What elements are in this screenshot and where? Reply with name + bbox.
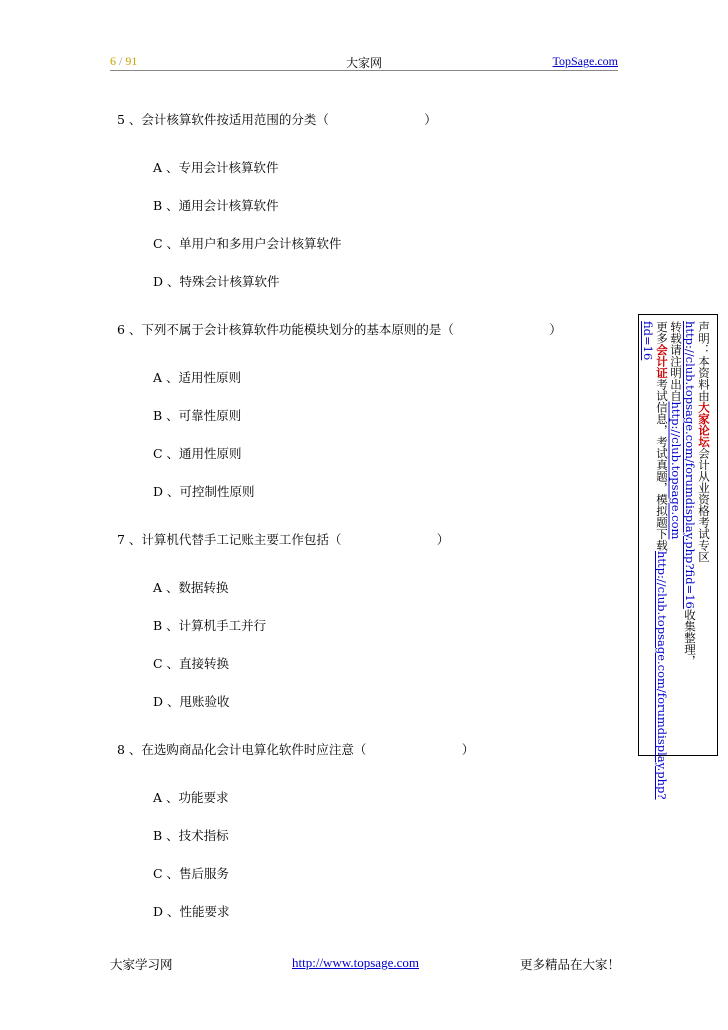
q7-option-c: C 、直接转换 <box>153 656 230 671</box>
notice-cert: 会计证 <box>655 344 669 379</box>
q6-option-a: A 、适用性原则 <box>153 370 242 385</box>
q8-option-c: C 、售后服务 <box>153 866 230 881</box>
q6-option-c: C 、通用性原则 <box>153 446 242 461</box>
question-5: 5 、会计核算软件按适用范围的分类（ ） <box>117 112 437 127</box>
q8-option-a: A 、功能要求 <box>153 790 229 805</box>
notice-download-link-cont[interactable]: fid=16 <box>641 321 655 361</box>
q7-option-b: B 、计算机手工并行 <box>153 618 267 633</box>
notice-download-link[interactable]: http://club.topsage.com/forumdisplay.php? <box>655 551 669 800</box>
notice-club-link[interactable]: http://club.topsage.com <box>669 401 683 540</box>
footer-site-name: 大家学习网 <box>110 957 173 972</box>
notice-line-4 <box>655 321 669 800</box>
notice-line-1 <box>697 321 711 563</box>
notice-forum-link[interactable]: http://club.topsage.com/forumdisplay.php?fid=16 <box>683 321 697 609</box>
q6-option-b: B 、可靠性原则 <box>153 408 242 423</box>
notice-line-2 <box>683 321 697 666</box>
notice-line-3-a: 转载请注明出自 <box>669 321 683 402</box>
notice-line-4-c: 考试信息，考试真题，模拟题下载 <box>655 378 669 551</box>
q8-option-d: D 、性能要求 <box>153 904 230 919</box>
footer-slogan: 更多精品在大家！ <box>520 957 621 972</box>
notice-line-4-a: 更多 <box>655 321 669 344</box>
q5-option-a: A 、专用会计核算软件 <box>153 160 279 175</box>
header-title: 大家网 <box>345 56 382 70</box>
header-link[interactable]: TopSage.com <box>552 54 618 68</box>
header-divider <box>110 70 618 71</box>
notice-brand: 大家论坛 <box>697 401 711 448</box>
page-total: 91 <box>125 54 138 68</box>
notice-line-1-a: 声明：本资料由 <box>697 321 711 402</box>
question-6: 6 、下列不属于会计核算软件功能模块划分的基本原则的是（ ） <box>117 322 562 337</box>
question-7: 7 、计算机代替手工记账主要工作包括（ ） <box>117 532 450 547</box>
page-separator: / <box>119 54 123 68</box>
notice-line-5 <box>641 321 655 360</box>
q8-option-b: B 、技术指标 <box>153 828 229 843</box>
q5-option-c: C 、单用户和多用户会计核算软件 <box>153 236 342 251</box>
footer-link[interactable]: http://www.topsage.com <box>292 955 419 970</box>
q5-option-b: B 、通用会计核算软件 <box>153 198 279 213</box>
notice-line-3 <box>669 321 683 539</box>
copyright-notice-box <box>638 314 718 800</box>
page-current: 6 <box>110 54 116 68</box>
notice-line-2-b: 收集整理， <box>683 608 697 667</box>
q6-option-d: D 、可控制性原则 <box>153 484 255 499</box>
q5-option-d: D 、特殊会计核算软件 <box>153 274 280 289</box>
q7-option-d: D 、甩账验收 <box>153 694 230 709</box>
question-8: 8 、在选购商品化会计电算化软件时应注意（ ） <box>117 742 475 757</box>
q7-option-a: A 、数据转换 <box>153 580 229 595</box>
notice-line-1-c: 会计从业资格考试专区 <box>697 447 711 563</box>
